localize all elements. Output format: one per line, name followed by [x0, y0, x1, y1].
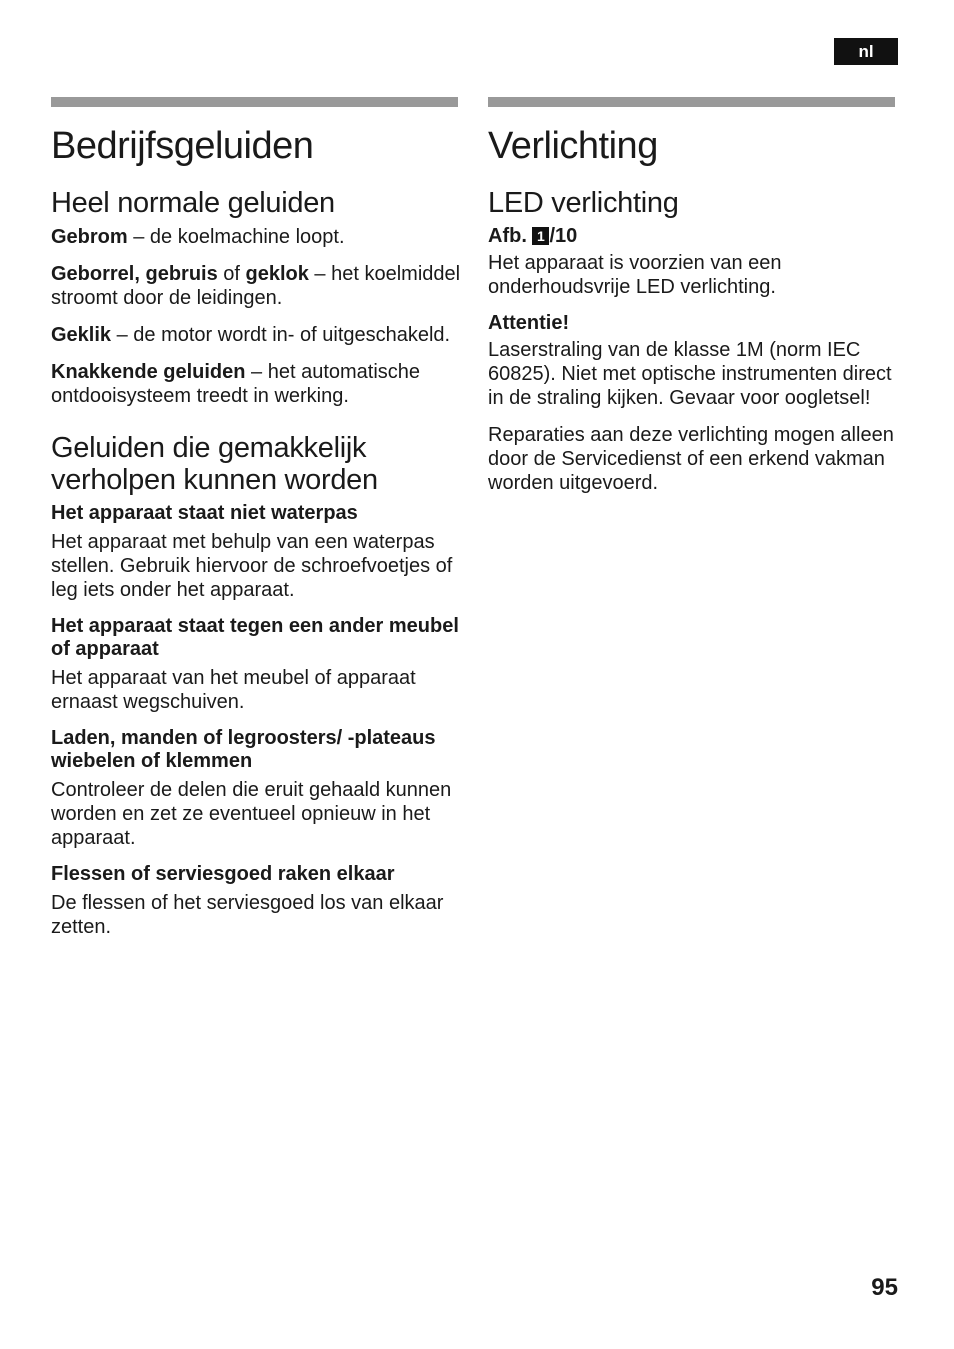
- sound-term: Knakkende geluiden: [51, 361, 246, 383]
- attention-label: Attentie!: [488, 312, 570, 334]
- language-label: nl: [858, 41, 874, 61]
- sound-term: Geborrel, gebruis: [51, 263, 218, 285]
- problem-title: Laden, manden of legroosters/ -plateaus wiebelen of klemmen: [51, 727, 436, 772]
- figure-number-badge: 1: [532, 227, 549, 245]
- problem-text: Het apparaat van het meubel of apparaat ernaast wegschuiven.: [51, 667, 416, 713]
- led-intro-text: Het apparaat is voorzien van een onderhoudsvrije LED verlichting.: [488, 252, 782, 298]
- sound-term: Geklik: [51, 324, 112, 346]
- sound-description: of: [217, 263, 246, 285]
- problem-title: Het apparaat staat tegen een ander meubel of apparaat: [51, 615, 459, 660]
- normal-sound-item: [51, 323, 461, 347]
- section-rule: [488, 97, 895, 107]
- heading-normal-sounds: Heel normale geluiden: [51, 187, 335, 219]
- left-column: [51, 97, 461, 952]
- figure-reference: [488, 225, 895, 248]
- problem-title: Flessen of serviesgoed raken elkaar: [51, 863, 395, 885]
- sound-term: Gebrom: [51, 226, 128, 248]
- problem-text: De flessen of het serviesgoed los van elkaar zetten.: [51, 892, 444, 938]
- heading-fixable-sounds: Geluiden die gemakkelijk verholpen kunnen worden: [51, 432, 378, 496]
- section-rule: [51, 97, 458, 107]
- sound-description: – het automatische ontdooisysteem treedt in werking.: [51, 361, 421, 407]
- sound-description: – de koelmachine loopt.: [127, 226, 345, 248]
- page-number: 95: [871, 1274, 898, 1301]
- sound-description: – het koelmiddel stroomt door de leidingen.: [51, 263, 461, 309]
- attention-text: Laserstraling van de klasse 1M (norm IEC 60825). Niet met optische instrumenten direct in de straling kijken. Gevaar voor oogletsel!: [488, 339, 892, 409]
- page-title-verlichting: Verlichting: [488, 125, 658, 167]
- normal-sound-item: [51, 262, 461, 310]
- heading-led-lighting: LED verlichting: [488, 187, 679, 219]
- right-column: [488, 97, 895, 508]
- problem-text: Het apparaat met behulp van een waterpas stellen. Gebruik hiervoor de schroefvoetjes of leg iets onder het apparaat.: [51, 531, 453, 601]
- figure-prefix: Afb.: [488, 225, 533, 247]
- sound-term: geklok: [245, 263, 309, 285]
- language-tab: [834, 38, 898, 65]
- normal-sounds-list: [51, 225, 461, 408]
- problem-title: Het apparaat staat niet waterpas: [51, 502, 358, 524]
- figure-suffix: /10: [549, 225, 578, 247]
- page-title-bedrijfsgeluiden: Bedrijfsgeluiden: [51, 125, 314, 167]
- sound-description: – de motor wordt in- of uitgeschakeld.: [111, 324, 451, 346]
- normal-sound-item: [51, 360, 461, 408]
- repair-text: Reparaties aan deze verlichting mogen alleen door de Servicedienst of een erkend vakman worden uitgevoerd.: [488, 424, 894, 494]
- fixable-sounds-list: [51, 502, 461, 939]
- problem-text: Controleer de delen die eruit gehaald kunnen worden en zet ze eventueel opnieuw in het apparaat.: [51, 779, 452, 849]
- normal-sound-item: [51, 225, 461, 249]
